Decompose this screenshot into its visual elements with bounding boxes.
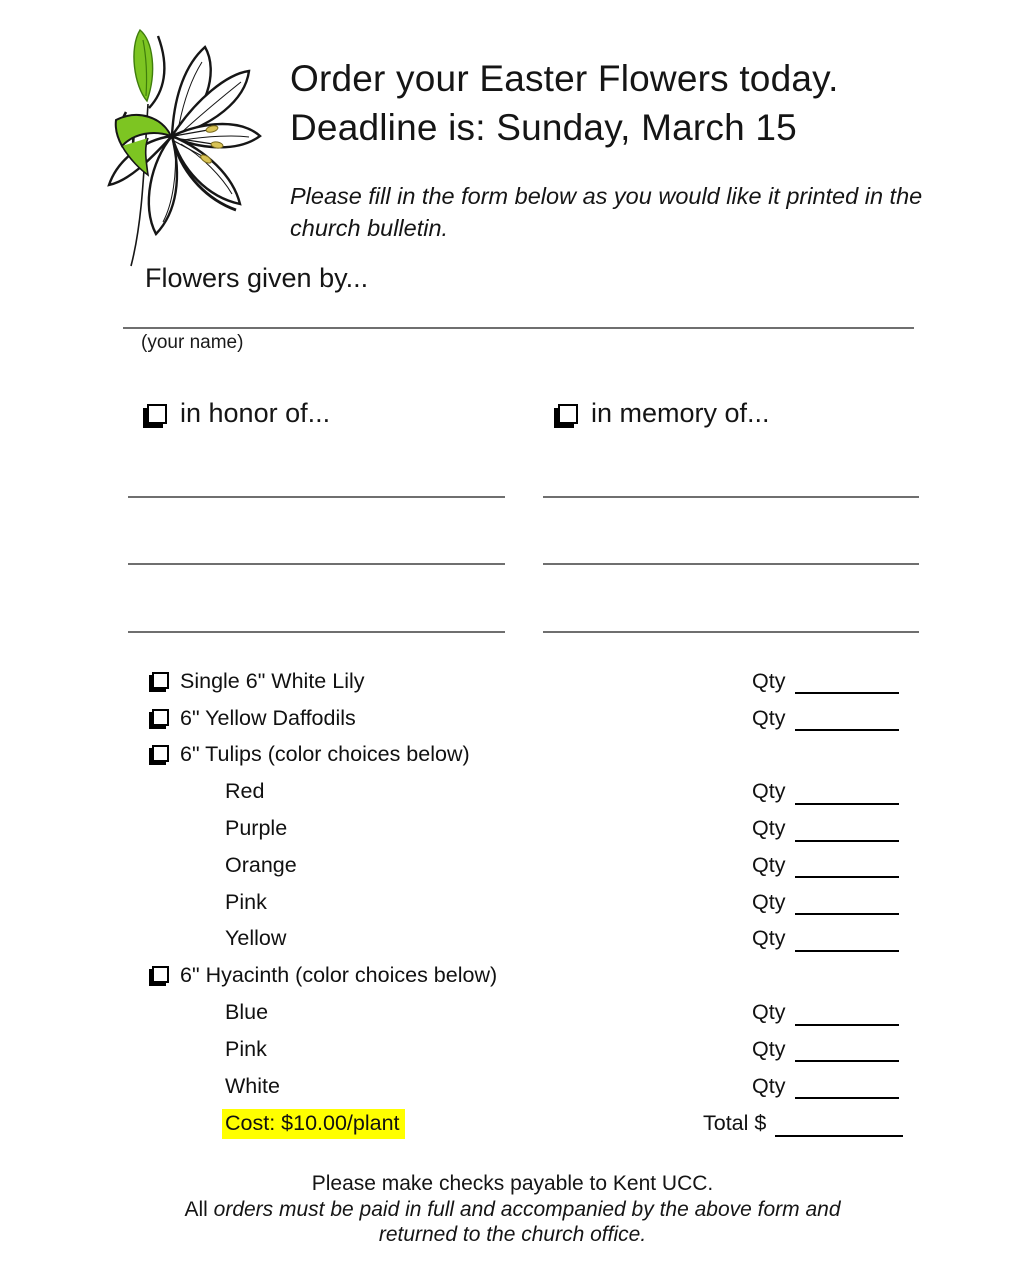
order-item xyxy=(148,853,752,878)
order-item-row xyxy=(148,921,905,958)
qty-label: Qty xyxy=(752,1073,786,1098)
in-memory-of-option xyxy=(554,398,770,429)
qty-label: Qty xyxy=(752,668,786,693)
order-item-row xyxy=(148,1068,905,1105)
qty-label: Qty xyxy=(752,1036,786,1061)
order-item-row xyxy=(148,663,905,700)
qty-label: Qty xyxy=(752,889,786,914)
order-item-label: 6" Tulips (color choices below) xyxy=(180,742,470,767)
order-item xyxy=(148,669,752,694)
footer-instructions xyxy=(0,1171,1025,1248)
order-item-row xyxy=(148,700,905,737)
qty-label: Qty xyxy=(752,779,786,804)
order-item xyxy=(148,1037,752,1062)
title-line-1: Order your Easter Flowers today. xyxy=(290,58,839,99)
footer-line-2-italic: orders must be paid in full and accompanied by the above form and xyxy=(207,1197,841,1221)
order-item-label: Yellow xyxy=(225,926,287,951)
order-item-label: White xyxy=(225,1073,280,1098)
instructions-note: Please fill in the form below as you would like it printed in the church bulletin. xyxy=(290,183,923,241)
total-label: Total $ xyxy=(703,1111,767,1135)
order-item-checkbox[interactable] xyxy=(152,709,169,726)
order-item-checkbox[interactable] xyxy=(152,672,169,689)
order-item xyxy=(148,1074,752,1099)
cost-note-highlighted: Cost: $10.00/plant xyxy=(222,1109,405,1139)
order-item-checkbox[interactable] xyxy=(152,966,169,983)
order-item-row xyxy=(148,737,905,774)
order-item-row xyxy=(148,810,905,847)
order-item-label: Single 6" White Lily xyxy=(180,668,365,693)
qty-input-line[interactable] xyxy=(795,860,899,878)
qty-input-line[interactable] xyxy=(795,787,899,805)
easter-lily-icon xyxy=(86,20,268,268)
qty-cell xyxy=(752,890,905,915)
qty-label: Qty xyxy=(752,705,786,730)
qty-cell xyxy=(752,1037,905,1062)
honor-input-line[interactable] xyxy=(128,563,505,565)
qty-cell xyxy=(752,1074,905,1099)
order-item-label: Red xyxy=(225,779,265,804)
qty-input-line[interactable] xyxy=(795,676,899,694)
qty-input-line[interactable] xyxy=(795,897,899,915)
order-item-checkbox[interactable] xyxy=(152,745,169,762)
qty-cell xyxy=(752,816,905,841)
qty-input-line[interactable] xyxy=(795,713,899,731)
qty-cell xyxy=(752,853,905,878)
order-item-label: Blue xyxy=(225,1000,269,1025)
order-item xyxy=(148,890,752,915)
in-honor-of-option xyxy=(143,398,330,429)
footer-line-1: Please make checks payable to Kent UCC. xyxy=(311,1172,714,1195)
order-item-label: 6" Yellow Daffodils xyxy=(180,705,356,730)
order-item xyxy=(148,1000,752,1025)
order-item-label: 6" Hyacinth (color choices below) xyxy=(180,963,498,988)
flowers-given-by-heading: Flowers given by... xyxy=(145,263,369,293)
qty-input-line[interactable] xyxy=(795,1081,899,1099)
order-item-row xyxy=(148,773,905,810)
order-item-row xyxy=(148,957,905,994)
qty-input-line[interactable] xyxy=(795,1008,899,1026)
order-item xyxy=(148,706,752,731)
your-name-hint: (your name) xyxy=(141,332,244,353)
footer-line-2 xyxy=(0,1197,1025,1223)
total-row xyxy=(703,1111,903,1136)
qty-label: Qty xyxy=(752,816,786,841)
footer-line-3: returned to the church office. xyxy=(378,1223,647,1246)
order-item-label: Purple xyxy=(225,816,288,841)
order-item xyxy=(148,926,752,951)
qty-cell xyxy=(752,1000,905,1025)
memory-input-line[interactable] xyxy=(543,496,919,498)
order-item-row xyxy=(148,994,905,1031)
title-line-2: Deadline is: Sunday, March 15 xyxy=(290,107,797,148)
qty-input-line[interactable] xyxy=(795,824,899,842)
qty-cell xyxy=(752,926,905,951)
qty-label: Qty xyxy=(752,926,786,951)
qty-label: Qty xyxy=(752,1000,786,1025)
qty-cell xyxy=(752,706,905,731)
honor-input-line[interactable] xyxy=(128,631,505,633)
order-item-row xyxy=(148,884,905,921)
flower-order-list xyxy=(148,663,905,1105)
total-input-line[interactable] xyxy=(775,1119,903,1137)
qty-input-line[interactable] xyxy=(795,1044,899,1062)
order-item-label: Pink xyxy=(225,889,267,914)
in-honor-of-checkbox[interactable] xyxy=(147,404,167,424)
qty-cell xyxy=(752,669,905,694)
qty-cell xyxy=(752,779,905,804)
qty-input-line[interactable] xyxy=(795,934,899,952)
order-item-label: Pink xyxy=(225,1036,267,1061)
order-item xyxy=(148,963,752,988)
memory-input-line[interactable] xyxy=(543,631,919,633)
memory-input-line[interactable] xyxy=(543,563,919,565)
order-item-row xyxy=(148,1031,905,1068)
in-memory-of-checkbox[interactable] xyxy=(558,404,578,424)
qty-label: Qty xyxy=(752,852,786,877)
in-honor-of-label: in honor of... xyxy=(180,398,331,428)
order-item xyxy=(148,742,752,767)
in-memory-of-label: in memory of... xyxy=(591,398,770,428)
your-name-input-line[interactable] xyxy=(123,327,914,329)
footer-line-2-prefix: All xyxy=(184,1197,208,1221)
order-item xyxy=(148,779,752,804)
order-item xyxy=(148,816,752,841)
order-item-row xyxy=(148,847,905,884)
honor-input-line[interactable] xyxy=(128,496,505,498)
order-item-label: Orange xyxy=(225,852,297,877)
page-title xyxy=(290,54,839,152)
